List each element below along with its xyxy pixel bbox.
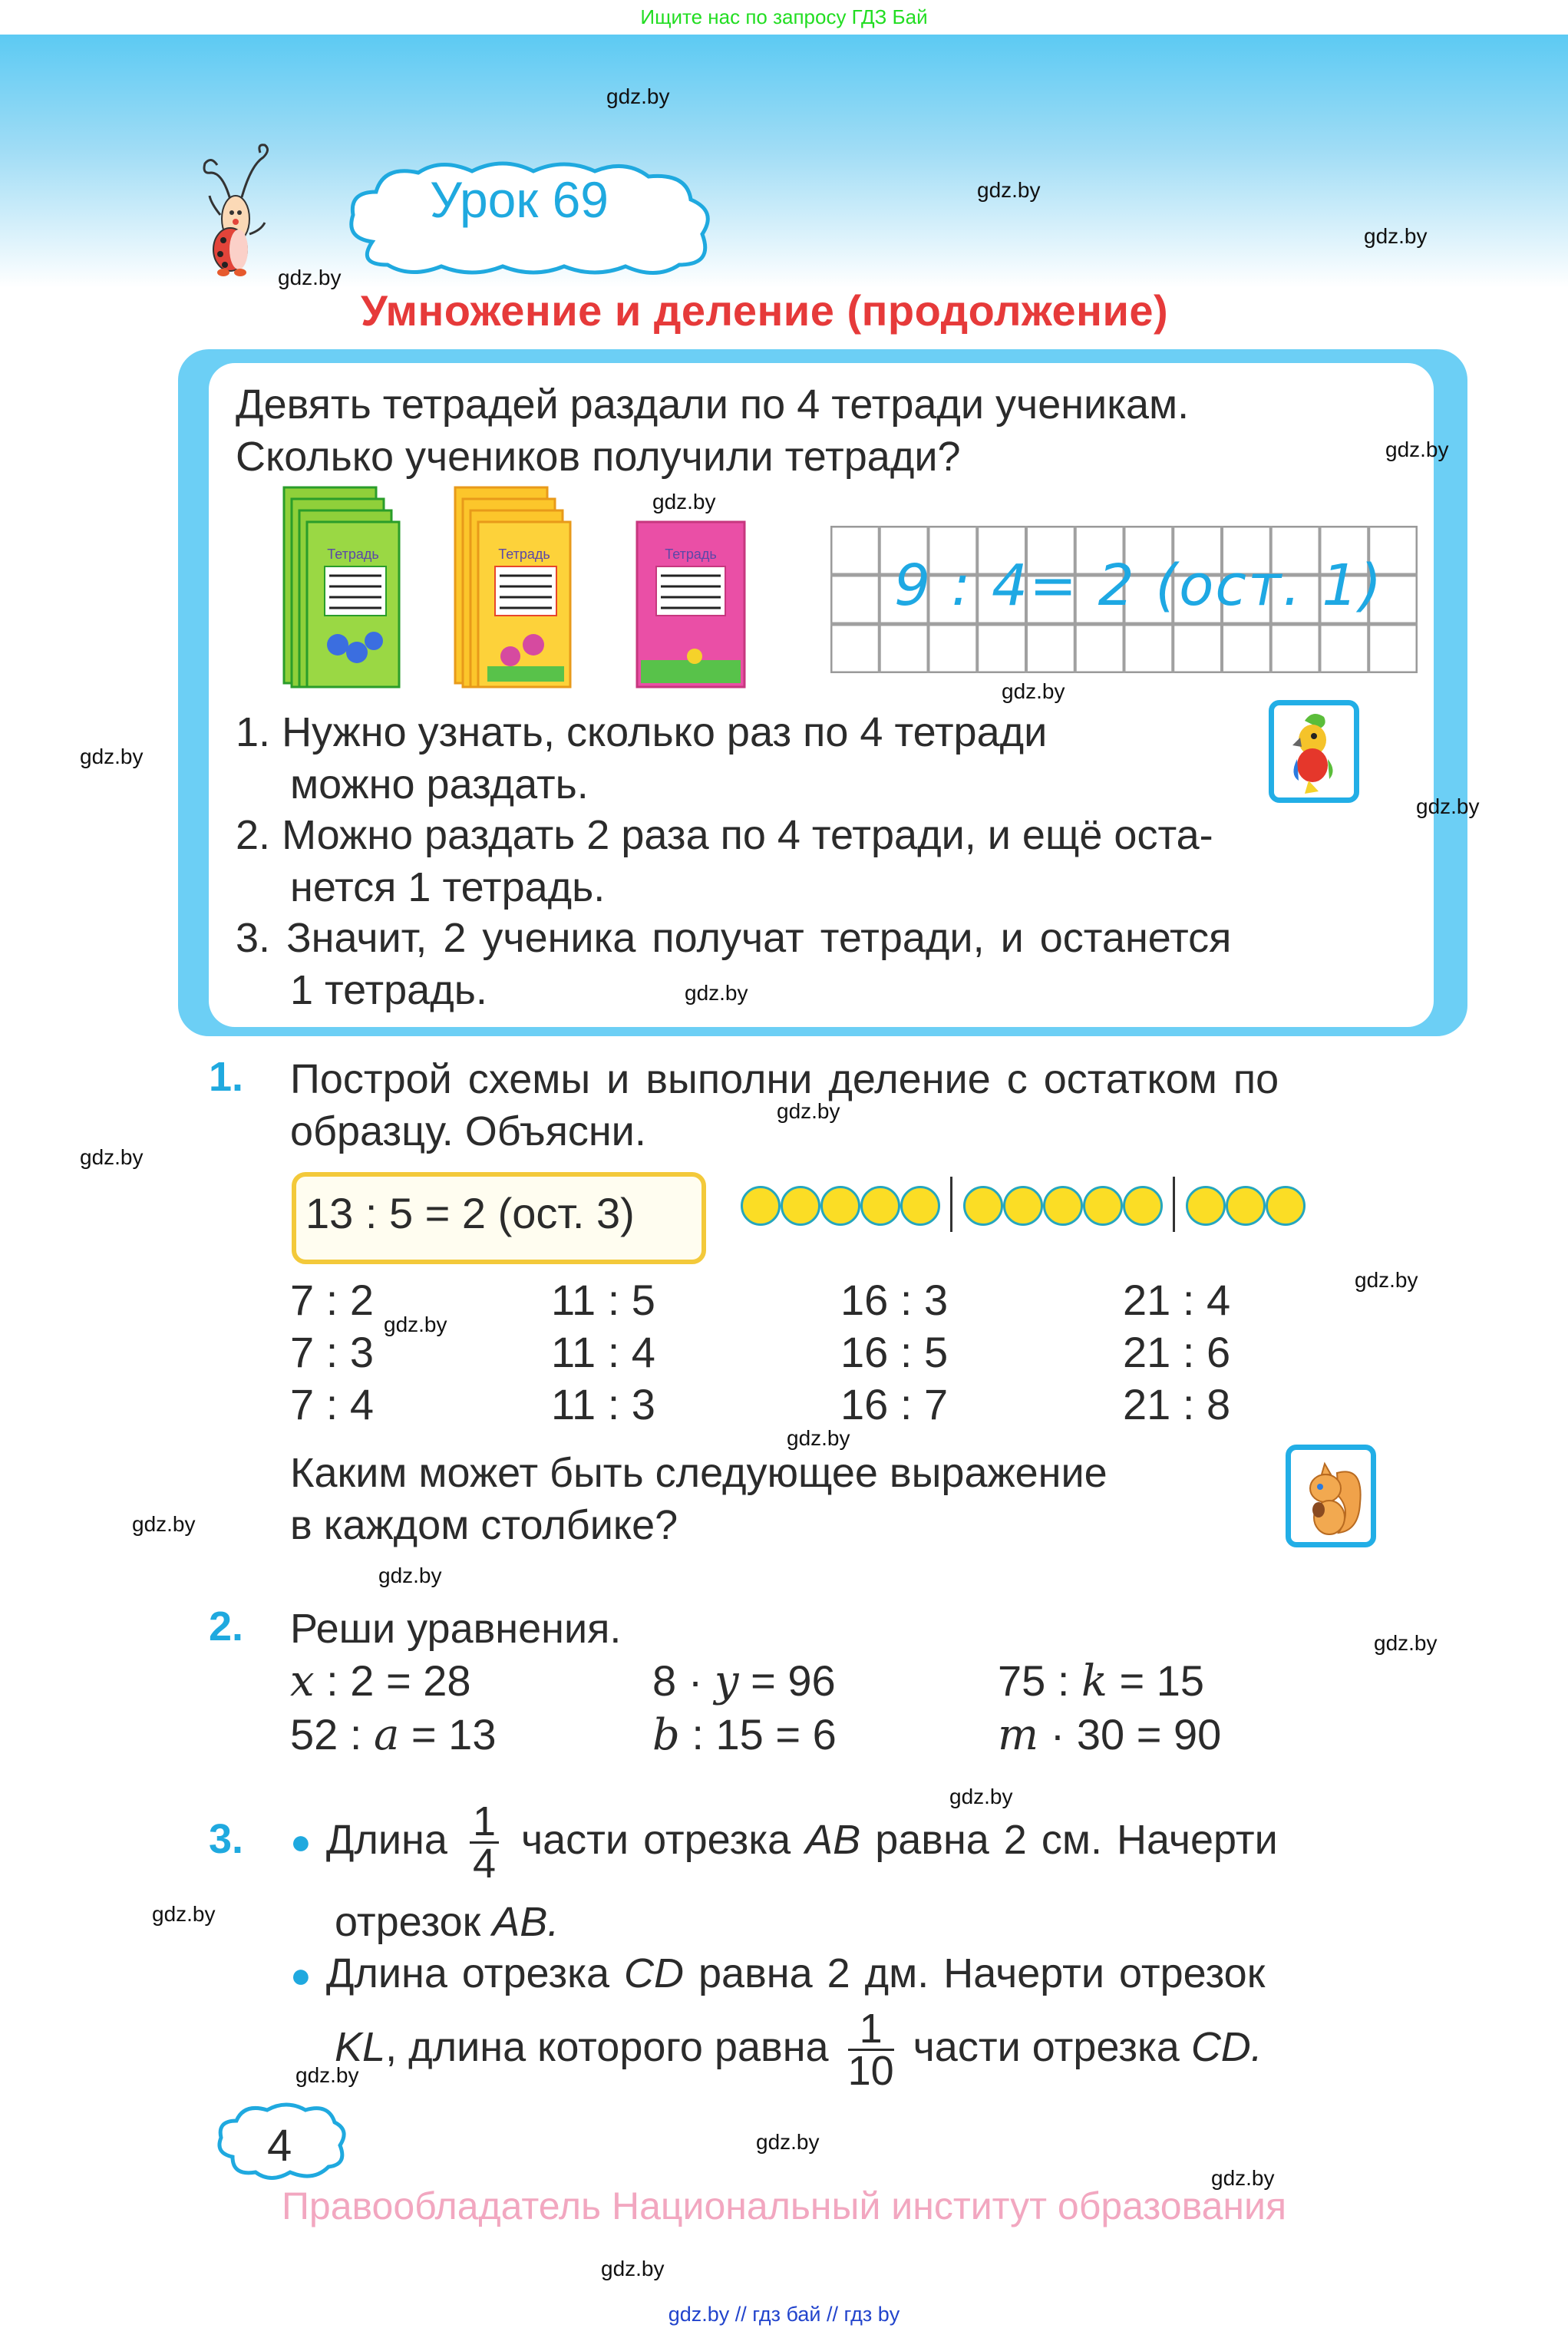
equation: b : 15 = 6: [652, 1710, 837, 1760]
problem-text-line2: Сколько учеников получили тетради?: [236, 434, 961, 480]
dot: [1186, 1186, 1226, 1226]
watermark: gdz.by: [278, 266, 342, 289]
expression: 16 : 7: [840, 1380, 949, 1428]
dot: [1226, 1186, 1266, 1226]
watermark: gdz.by: [652, 490, 716, 514]
watermark: gdz.by: [756, 2130, 820, 2154]
expression: 7 : 4: [290, 1380, 374, 1428]
column-1: [290, 1274, 374, 1431]
variable: b: [652, 1710, 680, 1760]
step-number: 3.: [236, 915, 271, 961]
expression: 21 : 8: [1123, 1380, 1231, 1428]
step-1-cont: можно раздать.: [290, 761, 589, 807]
variable: k: [1081, 1656, 1108, 1706]
equation: 8 · y = 96: [652, 1656, 836, 1706]
fraction: $\frac{1}{4}$: [470, 1801, 499, 1884]
step-text: Можно раздать 2 раза по 4 тетради, и ещё оста-: [282, 812, 1213, 858]
variable: a: [373, 1710, 400, 1760]
dot: [1123, 1186, 1163, 1226]
notebooks-illustration: [280, 484, 756, 691]
dot: [1266, 1186, 1306, 1226]
task1-question-line1: Каким может быть следующее выражение: [290, 1450, 1108, 1496]
green-notebook-stack: [284, 487, 399, 687]
dot: [963, 1186, 1003, 1226]
watermark: gdz.by: [152, 1902, 216, 1926]
expression: 11 : 4: [551, 1328, 655, 1376]
step-number: 1.: [236, 709, 271, 755]
expression: 7 : 2: [290, 1276, 374, 1324]
lesson-subtitle: Умножение и деление (продолжение): [361, 286, 1169, 335]
task-number: 3.: [209, 1816, 244, 1862]
pink-notebook: [637, 522, 744, 687]
expression: 11 : 5: [551, 1276, 655, 1324]
expression: 11 : 3: [551, 1380, 655, 1428]
ladybug-icon: [196, 142, 299, 276]
bullet-icon: ●: [290, 1955, 312, 1995]
watermark: gdz.by: [606, 84, 670, 108]
watermark: gdz.by: [378, 1564, 442, 1587]
sample-equation: 13 : 5 = 2 (ост. 3): [305, 1189, 635, 1237]
task1-question-line2: в каждом столбике?: [290, 1502, 678, 1548]
task-number: 1.: [209, 1054, 244, 1100]
task1-line1: Построй схемы и выполни деление с остатком по: [290, 1056, 1279, 1102]
watermark: gdz.by: [1385, 438, 1449, 461]
task3-bullet1-line1: ● Длина $\frac{1}{4}$ части отрезка AB равна 2 см. Начерти: [290, 1798, 1278, 1887]
footer-links[interactable]: gdz.by // гдз бай // гдз by: [668, 2303, 900, 2326]
fraction: $\frac{1}{10}$: [847, 2006, 894, 2095]
step-text: Значит, 2 ученика получат тетради, и останется: [286, 915, 1232, 961]
task1-line2: образцу. Объясни.: [290, 1108, 646, 1154]
watermark: gdz.by: [132, 1512, 196, 1536]
watermark: gdz.by: [949, 1785, 1013, 1808]
page-number: 4: [267, 2121, 292, 2171]
task3-bullet2-line2: KL, длина которого равна $\frac{1}{10}$ части отрезка CD.: [335, 2006, 1263, 2095]
watermark: gdz.by: [80, 745, 144, 768]
watermark: gdz.by: [80, 1145, 144, 1169]
watermark: gdz.by: [1211, 2166, 1275, 2190]
equation: 52 : a = 13: [290, 1710, 497, 1760]
expression: 16 : 3: [840, 1276, 949, 1324]
step-number: 2.: [236, 812, 271, 858]
task2-title: Реши уравнения.: [290, 1606, 622, 1652]
dot: [900, 1186, 940, 1226]
squirrel-helper: [1286, 1445, 1376, 1547]
expression: 16 : 5: [840, 1328, 949, 1376]
step-2: [236, 809, 1213, 861]
equation: x : 2 = 28: [290, 1656, 471, 1706]
bullet-icon: ●: [290, 1821, 312, 1861]
group-separator: [1173, 1177, 1175, 1232]
dot: [860, 1186, 900, 1226]
task3-bullet1-line2: отрезок AB.: [335, 1899, 560, 1945]
step-text: Нужно узнать, сколько раз по 4 тетради: [282, 709, 1048, 755]
expression: 7 : 3: [290, 1328, 374, 1376]
step-2-cont: нется 1 тетрадь.: [290, 864, 606, 910]
column-2: [551, 1274, 655, 1431]
task-number: 2.: [209, 1603, 244, 1649]
dot: [820, 1186, 860, 1226]
expression: 21 : 6: [1123, 1328, 1231, 1376]
task3-bullet2-line1: ● Длина отрезка CD равна 2 дм. Начерти отрезок: [290, 1950, 1266, 1996]
dot: [1003, 1186, 1043, 1226]
watermark: gdz.by: [777, 1099, 840, 1123]
watermark: gdz.by: [787, 1426, 850, 1450]
variable: y: [714, 1656, 739, 1706]
parrot-icon: [1274, 705, 1354, 797]
svg-text:Тетрадь: Тетрадь: [327, 547, 379, 562]
watermark: gdz.by: [384, 1313, 447, 1336]
watermark: gdz.by: [295, 2063, 359, 2087]
variable: x: [290, 1656, 315, 1706]
watermark: gdz.by: [1374, 1631, 1438, 1655]
equation: m · 30 = 90: [998, 1710, 1222, 1760]
lesson-title: Урок 69: [430, 171, 609, 228]
step-1: [236, 706, 1047, 758]
squirrel-icon: [1291, 1450, 1371, 1542]
watermark: gdz.by: [685, 981, 748, 1005]
parrot-helper: [1269, 700, 1359, 803]
watermark: gdz.by: [1355, 1268, 1418, 1292]
column-3: [840, 1274, 948, 1431]
yellow-notebook-stack: [455, 487, 570, 687]
copyright-notice: Правообладатель Национальный институт образования: [281, 2184, 1287, 2227]
watermark: gdz.by: [601, 2257, 665, 2280]
top-banner: Ищите нас по запросу ГДЗ Бай: [0, 0, 1568, 35]
watermark: gdz.by: [1364, 224, 1428, 248]
dot: [1083, 1186, 1123, 1226]
column-4: [1123, 1274, 1230, 1431]
dot: [1043, 1186, 1083, 1226]
step-3-cont: 1 тетрадь.: [290, 967, 487, 1013]
dot: [781, 1186, 820, 1226]
step-3: [236, 912, 1231, 964]
svg-text:Тетрадь: Тетрадь: [498, 547, 550, 562]
dot: [741, 1186, 781, 1226]
svg-text:Тетрадь: Тетрадь: [665, 547, 717, 562]
problem-text-line1: Девять тетрадей раздали по 4 тетради ученикам.: [236, 381, 1190, 428]
grid-equation: 9 : 4= 2 (ост. 1): [894, 553, 1384, 619]
watermark: gdz.by: [1416, 794, 1480, 818]
equation: 75 : k = 15: [998, 1656, 1205, 1706]
watermark: gdz.by: [977, 178, 1041, 202]
group-separator: [950, 1177, 952, 1232]
variable: m: [998, 1710, 1039, 1760]
watermark: gdz.by: [1002, 679, 1065, 703]
expression: 21 : 4: [1123, 1276, 1231, 1324]
